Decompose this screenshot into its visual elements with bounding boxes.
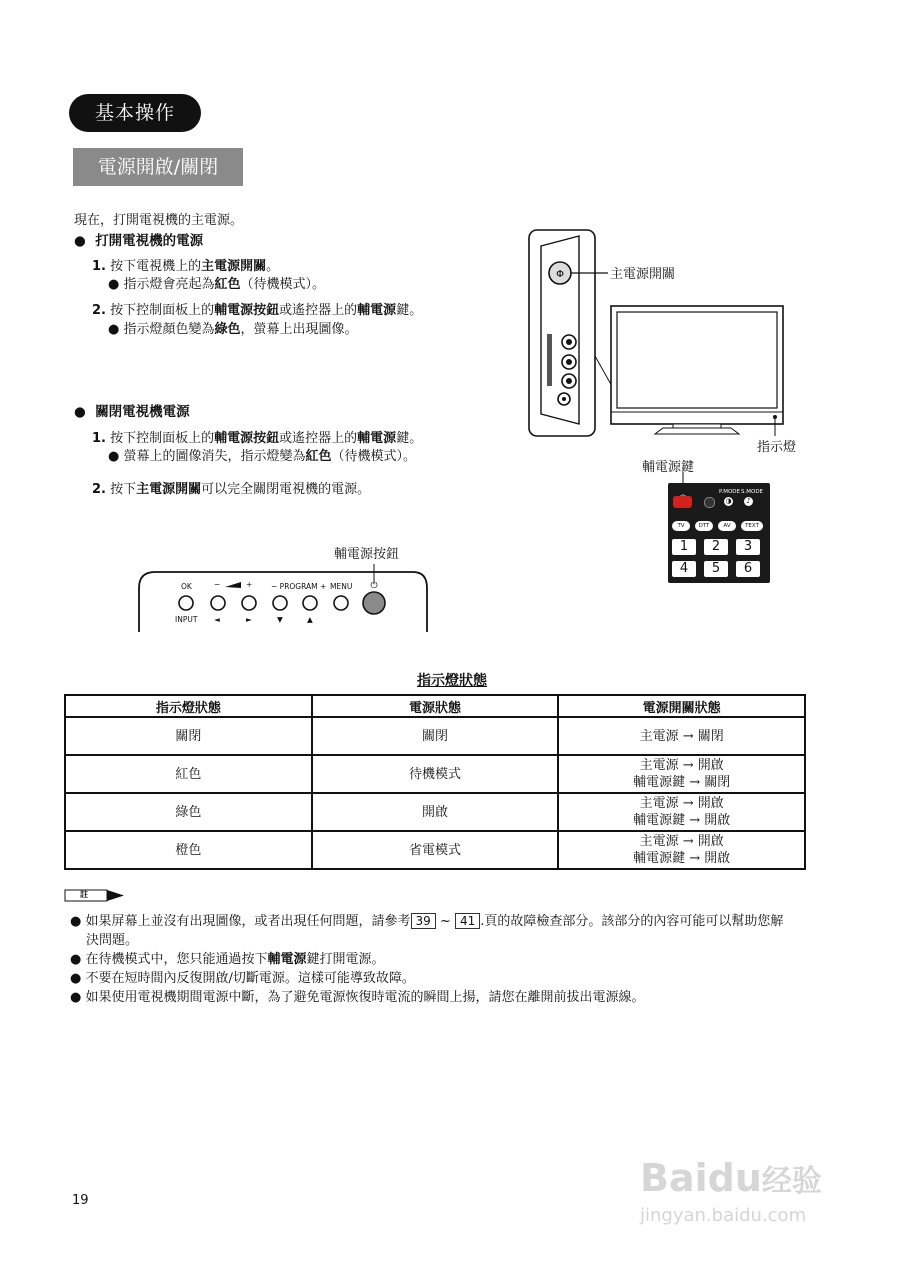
aux-power-key[interactable] [673, 496, 692, 508]
round-key[interactable] [704, 497, 715, 508]
num-key-1[interactable]: 1 [672, 539, 696, 555]
tv-set-icon [611, 306, 783, 436]
bullet-icon: ● [74, 404, 86, 420]
note-1: ● 如果屏幕上並沒有出現圖像，或者出現任何問題，請參考 39 ~ 41 .頁的故障檢查部分。該部分的內容可能可以幫助您解 [70, 914, 784, 929]
status-table [64, 694, 806, 870]
tv-illustration [525, 228, 815, 438]
intro-text: 現在，打開電視機的主電源。 [74, 213, 244, 228]
note-label: 註 [80, 890, 88, 899]
vol-up-button [242, 596, 256, 610]
menu-label: MENU [330, 582, 353, 591]
num-key-2[interactable]: 2 [704, 539, 728, 555]
page-ref-41[interactable]: 41 [455, 913, 480, 929]
menu-button [334, 596, 348, 610]
dtt-key[interactable]: DTT [695, 521, 713, 531]
power-symbol-icon: ⏻ [370, 581, 378, 591]
bullet-icon: ● [108, 322, 120, 337]
watermark-brand: Baidu [640, 1156, 762, 1200]
pmode-key[interactable]: ◑ [725, 497, 732, 505]
table-row: 關閉 關閉 主電源 → 關閉 [65, 717, 805, 755]
table-row: 綠色 開啟 主電源 → 開啟 輔電源鍵 → 開啟 [65, 793, 805, 831]
subsection-title: 電源開啟/關閉 [73, 148, 243, 186]
aux-power-button [363, 592, 385, 614]
note-4: ● 如果使用電視機期間電源中斷，為了避免電源恢復時電流的瞬間上揚，請您在離開前拔出電源線。 [70, 990, 645, 1005]
note-tag [64, 887, 128, 903]
bullet-icon: ● [108, 277, 120, 292]
tv-key[interactable]: TV [672, 521, 690, 531]
left-arrow-icon: ◄ [214, 615, 220, 624]
smode-label: S.MODE [741, 489, 764, 495]
aux-button-label: 輔電源按鈕 [334, 547, 400, 562]
av-key[interactable]: AV [718, 521, 736, 531]
ok-label: OK [181, 582, 192, 591]
power-on-step-1-note: ● 指示燈會亮起為紅色（待機模式）。 [108, 277, 326, 292]
plus-label: + [246, 580, 253, 589]
program-up-button [303, 596, 317, 610]
indicator-label: 指示燈 [757, 440, 797, 455]
program-label: − PROGRAM + [271, 582, 327, 591]
down-arrow-icon: ▼ [277, 615, 283, 624]
table-header: 指示燈狀態 [65, 695, 312, 717]
note-1-cont: 決問題。 [86, 933, 139, 948]
power-on-step-2: 2. 按下控制面板上的輔電源按鈕或遙控器上的輔電源鍵。 [92, 303, 423, 318]
main-power-label: 主電源開關 [610, 267, 676, 282]
right-arrow-icon: ► [246, 615, 252, 624]
bullet-icon: ● [70, 952, 82, 967]
power-on-step-2-note: ● 指示燈顏色變為綠色，螢幕上出現圖像。 [108, 322, 358, 337]
table-row: 橙色 省電模式 主電源 → 開啟 輔電源鍵 → 開啟 [65, 831, 805, 869]
watermark-url: jingyan.baidu.com [640, 1205, 807, 1226]
num-key-5[interactable]: 5 [704, 561, 728, 577]
note-2: ● 在待機模式中，您只能通過按下輔電源鍵打開電源。 [70, 952, 385, 967]
watermark [640, 1155, 822, 1226]
table-row: 紅色 待機模式 主電源 → 開啟 輔電源鍵 → 關閉 [65, 755, 805, 793]
indicator-light-icon [773, 415, 777, 419]
power-off-step-1-note: ● 螢幕上的圖像消失，指示燈變為紅色（待機模式）。 [108, 449, 417, 464]
bullet-icon: ● [108, 449, 120, 464]
up-arrow-icon: ▲ [307, 615, 313, 624]
num-key-4[interactable]: 4 [672, 561, 696, 577]
watermark-brand-cn: 经验 [761, 1164, 822, 1199]
ok-button [179, 596, 193, 610]
power-off-step-1: 1. 按下控制面板上的輔電源按鈕或遙控器上的輔電源鍵。 [92, 431, 423, 446]
program-down-button [273, 596, 287, 610]
power-off-heading: ● 關閉電視機電源 [74, 404, 190, 420]
bullet-icon: ● [70, 914, 82, 929]
num-key-6[interactable]: 6 [736, 561, 760, 577]
remote-control [668, 483, 770, 583]
pmode-label: P.MODE [719, 489, 740, 495]
bullet-icon: ● [74, 233, 86, 249]
status-table-title: 指示燈狀態 [417, 673, 487, 689]
smode-key[interactable]: ♪ [744, 497, 753, 506]
note-3: ● 不要在短時間內反復開啟/切斷電源。這樣可能導致故障。 [70, 971, 415, 986]
section-title: 基本操作 [69, 94, 201, 132]
bullet-icon: ● [70, 971, 82, 986]
table-header: 電源開關狀態 [558, 695, 805, 717]
aux-key-label: 輔電源鍵 [642, 460, 695, 475]
table-header: 電源狀態 [312, 695, 559, 717]
vol-down-button [211, 596, 225, 610]
page-ref-39[interactable]: 39 [411, 913, 436, 929]
minus-label: − [214, 580, 221, 589]
power-on-step-1: 1. 按下電視機上的主電源開關。 [92, 259, 280, 274]
bullet-icon: ● [70, 990, 82, 1005]
num-key-3[interactable]: 3 [736, 539, 760, 555]
text-key[interactable]: TEXT [741, 521, 763, 531]
svg-text:Φ: Φ [556, 269, 564, 280]
power-on-heading: ● 打開電視機的電源 [74, 233, 204, 249]
input-label: INPUT [175, 615, 198, 624]
power-off-step-2: 2. 按下主電源開關可以完全關閉電視機的電源。 [92, 482, 371, 497]
page-number: 19 [72, 1193, 89, 1208]
